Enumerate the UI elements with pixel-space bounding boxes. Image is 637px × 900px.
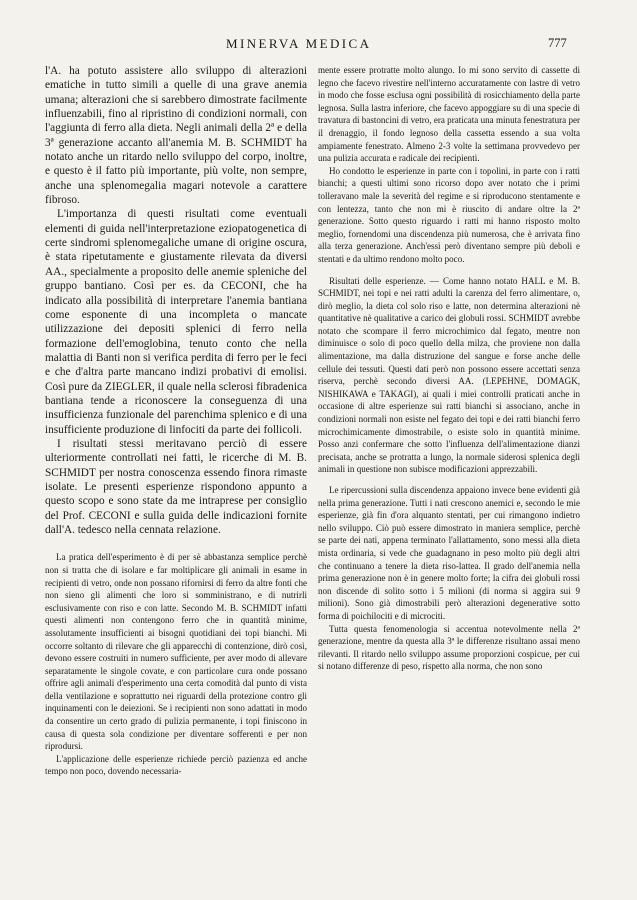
left-body-large (45, 64, 307, 537)
paragraph: La pratica dell'esperimento è di per sè abbastanza semplice perchè non si tratta che di isolare e far moltiplicare gli animali in esame in recipienti di vetro, onde non possano rifornirsi di ferro da altre fonti che non sieno gli alimenti che loro si somministrano, e di nutrirli esclusivamente con riso e con latte. Secondo M. B. SCHMIDT infatti questi alimenti non contengono ferro che in quantità minime, assolutamente insufficienti ai bisogni quotidiani dei topi bianchi. Mi occorre soltanto di rilevare che gli apparecchi di contenzione, dirò così, devono essere costruiti in numero sufficiente, per aver modo di allevare separatamente le singole covate, e con particolare cura onde possano offrire agli animali d'esperimento una certa comodità dal punto di vista della ventilazione e soprattutto nei riguardi della protezione contro gli inquinamenti con le deiezioni. Se i recipienti non sono adattati in modo da consentire un certo grado di pulizia permanente, i topi finiscono in causa di questa sola condizione per diventare sofferenti e per non riprodursi. (45, 552, 307, 752)
right-column (318, 64, 580, 673)
paragraph: l'A. ha potuto assistere allo sviluppo di alterazioni ematiche in tutto simili a quelle di una grave anemia umana; alterazioni che si sarebbero dimostrate facilmente influenzabili, fino al ripristino di condizioni normali, con l'aggiunta di ferro alla dieta. Negli animali della 2ª e della 3ª generazione accanto all'anemia M. B. SCHMIDT ha notato anche un ritardo nello sviluppo del corpo, inoltre, e questo è il fatto più importante, più volte, non sempre, anche una splenomegalia magari notevole a carattere fibroso. (45, 65, 307, 207)
paragraph: Risultati delle esperienze. — Come hanno notato HALL e M. B. SCHMIDT, nei topi e nei ratti adulti la carenza del ferro alimentare, o, dirò meglio, la dieta col solo riso e latte, non determina alterazioni nè quantitative nè qualitative a carico dei globuli rossi. SCHMIDT avrebbe notato che scompare il ferro microchimico dal fegato, mentre non diminuisce o solo di poco quello della milza, che proviene non dalla alimentazione, ma dalla distruzione del sangue e forse anche delle cellule dei tessuti. Questi dati però non possono essere accettati senza riserva, perchè secondo diversi AA. (LEPEHNE, DOMAGK, NISHIKAWA e TAKAGI), ai quali i miei controlli praticati anche in occasione di altre esperienze sui ratti bianchi si associano, anche in condizioni normali non esiste nel fegato dei topi e dei ratti bianchi ferro microchimicamente dimostrabile, o esiste solo in quantità minime. Posso anzi confermare che sotto l'influenza dell'alimentazione dianzi precisata, anche se protratta a lungo, la normale siderosi splenica degli animali in questione non subisce modificazioni apprezzabili. (318, 275, 580, 475)
results-section (318, 275, 580, 477)
left-body-small (45, 551, 307, 778)
paragraph: L'importanza di questi risultati come eventuali elementi di guida nell'interpretazione eziopatogenetica di certe sindromi splenomegaliche umane di origine oscura, è stata ripetutamente e giustamente rilevata da diversi AA., specialmente a proposito delle anemie spleniche del gruppo bantiano. Così per es. da CECONI, che ha indicato alla possibilità di interpretare l'anemia bantiana come esponente di una incompleta o mancate utilizzazione dei depositi splenici di ferro nella formazione dell'emoglobina, tenuto conto che nella malattia di Banti non si verifica perdita di ferro per le feci e che d'altra parte mancano indizi probativi di emolisi. Così pure da ZIEGLER, il quale nella sclerosi fibradenica bantiana tende a riconoscere la conseguenza di una insufficienza funzionale del parenchima splenico e di una insufficiente produzione di linfociti da parte dei follicoli. (45, 208, 307, 436)
paragraph: Tutta questa fenomenologia si accentua notevolmente nella 2ª generazione, mentre da questa alla 3ª le differenze risultano assai meno rilevanti. Il ritardo nello sviluppo assume proporzioni cospicue, per cui si notano differenze di peso, rispetto alla norma, che non sono (318, 623, 580, 672)
page-header (0, 36, 637, 54)
right-body-small (318, 64, 580, 266)
page-number: 777 (548, 36, 567, 50)
paragraph: mente essere protratte molto alungo. Io mi sono servito di cassette di legno che facevo rivestire nell'interno accuratamente con lastre di vetro in modo che fosse esclusa ogni possibilità di rosicchiamento della parte legnosa. Sulla lastra inferiore, che facevo appoggiare su di una specie di travatura di bastoncini di vetro, era praticata una minuta fenestratura per il drenaggio, il fondo legnoso della cassetta essendo a sua volta ampiamente fenestrato. Almeno 2-3 volte la settimana provvedevo per una pulizia accurata e radicale dei recipienti. (318, 65, 580, 164)
paragraph: Le ripercussioni sulla discendenza appaiono invece bene evidenti già nella prima generazione. Tutti i nati crescono anemici e, secondo le mie esperienze, già fin d'ora alquanto stentati, per cui rimangono indietro nello sviluppo. Ciò può essere dimostrato in maniera semplice, perchè se parte dei nati, appena terminato l'allattamento, sono messi alla dieta mista ordinaria, si vede che guadagnano in peso molto più degli altri che continuano a tenere la dieta riso-lattea. Il grado dell'anemia nella prima generazione non è in genere molto forte; la cifra dei globuli rossi non discende di solito sotto i 5 milioni (di norma si aggira sui 9 milioni). Sono già dimostrabili però alterazioni degenerative sotto forma di poichilociti e di microciti. (318, 485, 580, 621)
paragraph: I risultati stessi meritavano perciò di essere ulteriormente controllati nei fatti, le ricerche di M. B. SCHMIDT per nostra conoscenza essendo finora rimaste isolate. Le presenti esperienze rispondono appunto a questo scopo e sono state da me intraprese per consiglio del Prof. CECONI e sulla guida delle indicazioni fornite dall'A. tedesco nella cennata relazione. (45, 437, 307, 536)
left-column (45, 64, 307, 778)
right-body-tail (318, 484, 580, 673)
paragraph: L'applicazione delle esperienze richiede perciò pazienza ed anche tempo non poco, dovendo necessaria- (45, 753, 307, 777)
paragraph: Ho condotto le esperienze in parte con i topolini, in parte con i ratti bianchi; a questi ultimi sono ricorso dopo aver notato che i primi tolleravano male la severità del regime e si riproducono stentamente e con lentezza, tanto che non mi è riuscito di andare oltre la 2ª generazione. Sotto questo riguardo i ratti mi hanno risposto molto meglio, fornendomi una discendenza più numerosa, che è arrivata fino alla terza generazione. Anch'essi però diventano sempre più deboli e stentati e da ultimo rendono molto poco. (318, 165, 580, 264)
running-title: MINERVA MEDICA (226, 36, 372, 51)
